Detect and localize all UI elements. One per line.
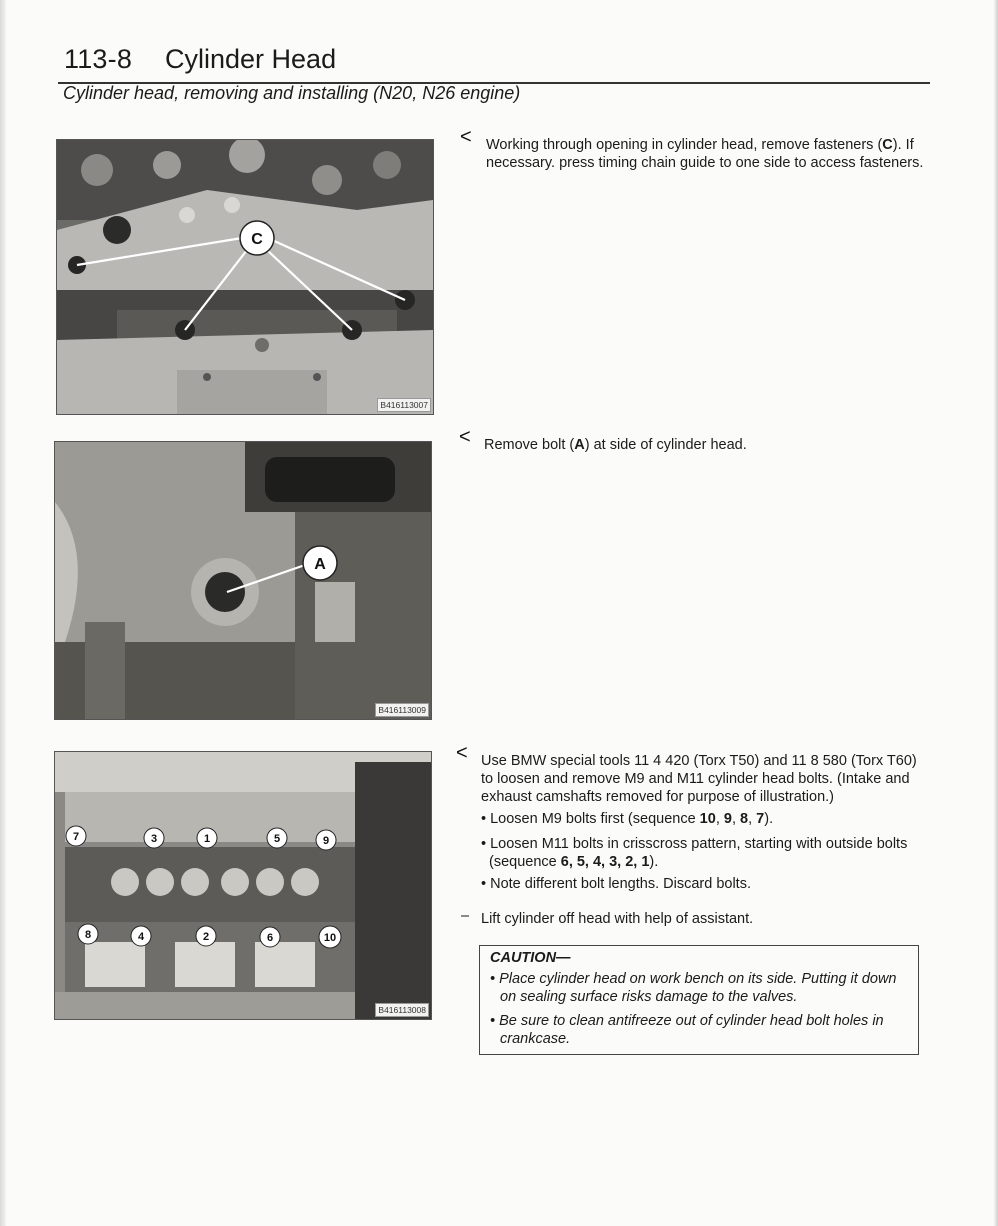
callout-4: 4 — [137, 931, 145, 943]
bullet-glyph: • — [481, 836, 487, 852]
bullet-1-sep: , — [731, 811, 741, 827]
bullet-glyph: • — [490, 971, 496, 987]
caution-item-2-line-2: crankcase. — [500, 1031, 571, 1047]
bullet-glyph: • — [490, 1013, 496, 1029]
page-left-edge — [0, 0, 6, 1226]
callout-5: 5 — [273, 833, 281, 845]
step-2-text — [484, 436, 934, 454]
callout-7: 7 — [72, 831, 80, 843]
callout-c: C — [251, 231, 263, 248]
figure-head-bolt-sequence-photo — [55, 752, 431, 1019]
callout-8: 8 — [84, 929, 92, 941]
figure-code: B416113008 — [375, 1003, 429, 1017]
caution-box — [479, 945, 919, 1055]
bullet-2-line-1: Loosen M11 bolts in crisscross pattern, starting with outside bolts — [490, 836, 908, 852]
bullet-1-seq-3: 8 — [740, 811, 749, 827]
step-arrow-icon: < — [460, 126, 472, 148]
step-3-line-1: Use BMW special tools 11 4 420 (Torx T50) and 11 8 580 (Torx T60) — [481, 753, 917, 769]
step-3-bullet-1 — [481, 810, 773, 828]
dash-icon: – — [461, 908, 470, 924]
bullet-2-line-2: (sequence — [489, 854, 561, 870]
figure-fasteners-c — [56, 139, 434, 415]
caution-item-1 — [490, 970, 900, 1006]
bullet-glyph: • — [481, 811, 487, 827]
page-right-edge — [994, 0, 998, 1226]
step-3-bullet-3 — [481, 875, 751, 893]
bullet-glyph: • — [481, 876, 487, 892]
callout-9: 9 — [322, 835, 330, 847]
bullet-1-end: ). — [764, 811, 774, 827]
page-number: 113-8 — [64, 44, 133, 74]
step-1-callout: C — [882, 137, 893, 153]
callout-a: A — [314, 556, 326, 573]
bullet-3-text: Note different bolt lengths. Discard bolts. — [490, 876, 751, 892]
step-1-line-1-end: ). If — [892, 137, 914, 153]
step-1-line-1: Working through opening in cylinder head, remove fasteners ( — [486, 137, 883, 153]
step-3-line-3: exhaust camshafts removed for purpose of illustration.) — [481, 789, 834, 805]
figure-bolt-a — [54, 441, 432, 720]
bullet-1-sep: , — [748, 811, 757, 827]
callout-2: 2 — [202, 931, 210, 943]
bullet-1-seq-1: 10 — [699, 811, 716, 827]
callout-3: 3 — [150, 833, 158, 845]
bullet-2-end: ). — [649, 854, 659, 870]
caution-item-1-line-1: Place cylinder head on work bench on its side. Putting it down — [499, 971, 897, 987]
step-arrow-icon: < — [459, 426, 471, 448]
step-2-text-start: Remove bolt ( — [484, 437, 575, 453]
callout-1: 1 — [203, 833, 211, 845]
step-3-line-2: to loosen and remove M9 and M11 cylinder head bolts. (Intake and — [481, 771, 910, 787]
caution-item-1-line-2: on sealing surface risks damage to the valves. — [500, 989, 798, 1005]
bullet-1-seq-4: 7 — [756, 811, 765, 827]
step-2-text-end: ) at side of cylinder head. — [584, 437, 747, 453]
caution-item-2-line-1: Be sure to clean antifreeze out of cylinder head bolt holes in — [499, 1013, 884, 1029]
step-arrow-icon: < — [456, 742, 468, 764]
figure-head-bolt-sequence — [54, 751, 432, 1020]
bullet-1-sep: , — [715, 811, 724, 827]
step-4-text: Lift cylinder off head with help of assistant. — [481, 911, 754, 927]
section-subtitle: Cylinder head, removing and installing (N20, N26 engine) — [63, 83, 521, 103]
bullet-1-text: Loosen M9 bolts first (sequence — [490, 811, 700, 827]
figure-code: B416113009 — [375, 703, 429, 717]
bullet-2-sequence: 6, 5, 4, 3, 2, 1 — [560, 854, 650, 870]
step-1-text — [486, 136, 936, 172]
callout-6: 6 — [266, 932, 274, 944]
figure-bolt-a-photo — [55, 442, 431, 719]
figure-code: B416113007 — [377, 398, 431, 412]
step-2-callout: A — [574, 437, 585, 453]
step-3-text — [481, 752, 931, 806]
step-1-line-2: necessary. press timing chain guide to one side to access fasteners. — [486, 155, 924, 171]
page-title: Cylinder Head — [165, 44, 337, 74]
caution-heading: CAUTION— — [490, 950, 571, 966]
figure-fasteners-c-photo — [57, 140, 433, 414]
bullet-1-seq-2: 9 — [723, 811, 732, 827]
callout-10: 10 — [323, 932, 337, 944]
caution-item-2 — [490, 1012, 900, 1048]
step-3-bullet-2 — [481, 835, 931, 871]
